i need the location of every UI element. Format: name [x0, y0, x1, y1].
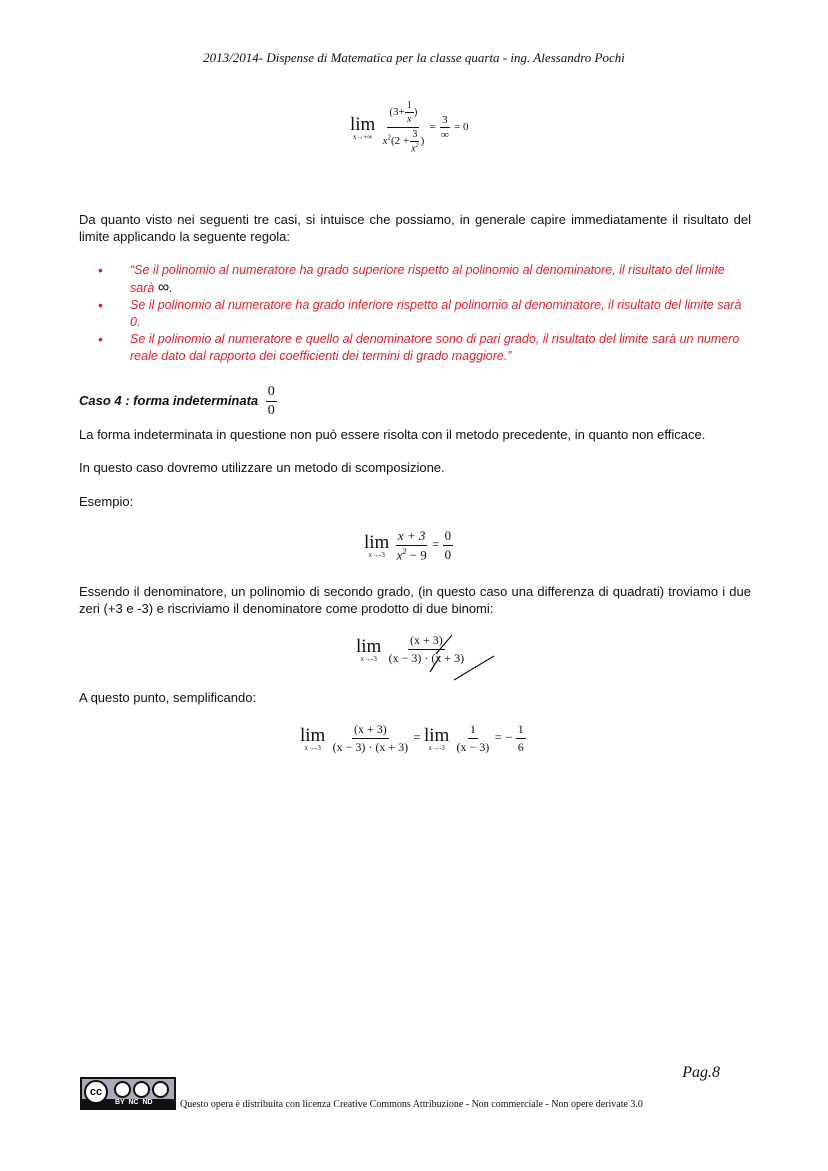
- license-text: Questo opera è distribuita con licenza Creative Commons Attribuzione - Non commerciale - Non opere derivate 3.0: [180, 1099, 643, 1110]
- equation-limit-infinity: [350, 100, 469, 154]
- eq1-num-open: (3+: [389, 106, 405, 119]
- eq4-den: (x − 3) · (x + 3): [332, 740, 409, 754]
- rules-list: [98, 262, 751, 365]
- caso4-frac-n: 0: [266, 384, 277, 402]
- rule-item: [98, 297, 751, 331]
- cancel-strokes-icon: [420, 632, 500, 682]
- lim-subscript: x→-3: [368, 551, 385, 560]
- page-header: 2013/2014- Dispense di Matematica per la classe quarta - ing. Alessandro Pochì: [203, 50, 625, 65]
- lim-label: lim: [350, 113, 376, 135]
- eq4-result-n: 1: [516, 722, 526, 739]
- eq1-den-x: x: [382, 135, 388, 148]
- eq1-den-frac-n: 3: [412, 129, 418, 140]
- bullet-icon: •: [98, 331, 103, 347]
- eq1-equals: =: [429, 121, 436, 134]
- eq4-den2: (x − 3): [456, 740, 490, 754]
- intro-paragraph: Da quanto visto nei seguenti tre casi, si intuisce che possiamo, in generale capire immediatamente il risultato del limite applicando la seguente regola:: [79, 212, 751, 244]
- caso4-label: Caso 4 : forma indeterminata: [79, 392, 259, 408]
- factorization-paragraph: Essendo il denominatore, un polinomio di secondo grado, (in questo caso una differenza di quadrati) troviamo i due zeri (+3 e -3) e riscriviamo il denominatore come prodotto di due binomi:: [79, 584, 751, 616]
- lim-label: lim: [356, 636, 382, 657]
- cc-license-badge: [80, 1077, 176, 1110]
- by-icon: [114, 1081, 131, 1098]
- eq2-den-tail: − 9: [406, 547, 427, 563]
- eq2-den-exp: 2: [402, 547, 407, 556]
- page-number: Pag.8: [682, 1064, 720, 1081]
- eq1-den-close: ): [420, 135, 425, 148]
- rule-tail: .: [169, 281, 173, 295]
- equation-limit-zero-over-zero: [364, 528, 453, 563]
- cc-icon: cc: [84, 1080, 108, 1104]
- eq1-den-frac-d: x: [411, 143, 416, 155]
- eq2-num: x + 3: [396, 528, 428, 546]
- eq1-num-frac-n: 1: [406, 100, 412, 111]
- eq1-equals-zero: = 0: [454, 121, 469, 134]
- caso4-frac-d: 0: [267, 403, 275, 418]
- eq2-equals: =: [431, 536, 440, 552]
- rule-item: [98, 331, 751, 365]
- bullet-icon: •: [98, 262, 103, 278]
- eq4-equals: =: [413, 729, 421, 745]
- lim-subscript: x→-3: [304, 744, 321, 752]
- lim-subscript: x→-3: [360, 655, 377, 663]
- lim-label: lim: [364, 532, 390, 554]
- eq1-den-frac-exp: 2: [415, 143, 419, 149]
- eq2-den-x: x: [396, 547, 403, 563]
- esempio-label: Esempio:: [79, 494, 134, 509]
- eq1-result-n: 3: [442, 113, 448, 126]
- eq4-result-d: 6: [517, 740, 524, 754]
- eq1-den-exp: 2: [387, 133, 391, 142]
- eq1-den-mid: (2 +: [390, 135, 410, 148]
- infinity-symbol: ∞: [157, 279, 170, 296]
- lim-label: lim: [300, 725, 326, 746]
- lim-subscript: x→+∞: [352, 132, 373, 141]
- eq1-num-close: ): [413, 106, 418, 119]
- nd-icon: [152, 1081, 169, 1098]
- lim-label-2: lim: [423, 725, 450, 746]
- eq2-result-d: 0: [444, 547, 452, 563]
- badge-text: BY NC ND: [115, 1099, 153, 1106]
- rule-text: “Se il polinomio al numeratore ha grado superiore rispetto al polinomio al denominatore, il risultato del limite sarà: [130, 263, 725, 295]
- caso4-text1: La forma indeterminata in questione non può essere risolta con il metodo precedente, in quanto non efficace.: [79, 427, 706, 442]
- eq1-result-d: ∞: [440, 128, 449, 141]
- nc-icon: [133, 1081, 150, 1098]
- eq4-equals-minus: = −: [494, 729, 513, 745]
- rule-item: [98, 262, 751, 297]
- eq4-num: (x + 3): [352, 722, 389, 739]
- eq3-den: (x − 3) · (x + 3): [388, 651, 465, 665]
- eq2-result-n: 0: [443, 528, 454, 546]
- eq1-num-frac-d: x: [407, 114, 412, 125]
- lim-subscript-2: x→-3: [428, 744, 445, 752]
- equation-simplified: [300, 722, 526, 755]
- rule-text: Se il polinomio al numeratore ha grado inferiore rispetto al polinomio al denominatore, il risultato del limite sarà 0.: [130, 298, 742, 329]
- caso4-text2: In questo caso dovremo utilizzare un metodo di scomposizione.: [79, 460, 445, 475]
- bullet-icon: •: [98, 297, 103, 313]
- simplify-label: A questo punto, semplificando:: [79, 690, 257, 705]
- rule-text: Se il polinomio al numeratore e quello al denominatore sono di pari grado, il risultato del limite sarà un numero reale dato dal rapporto dei coefficienti dei termini di grado maggiore.”: [130, 332, 740, 363]
- eq3-num: (x + 3): [408, 633, 445, 650]
- caso4-heading: [79, 384, 277, 419]
- eq4-num2: 1: [468, 722, 478, 739]
